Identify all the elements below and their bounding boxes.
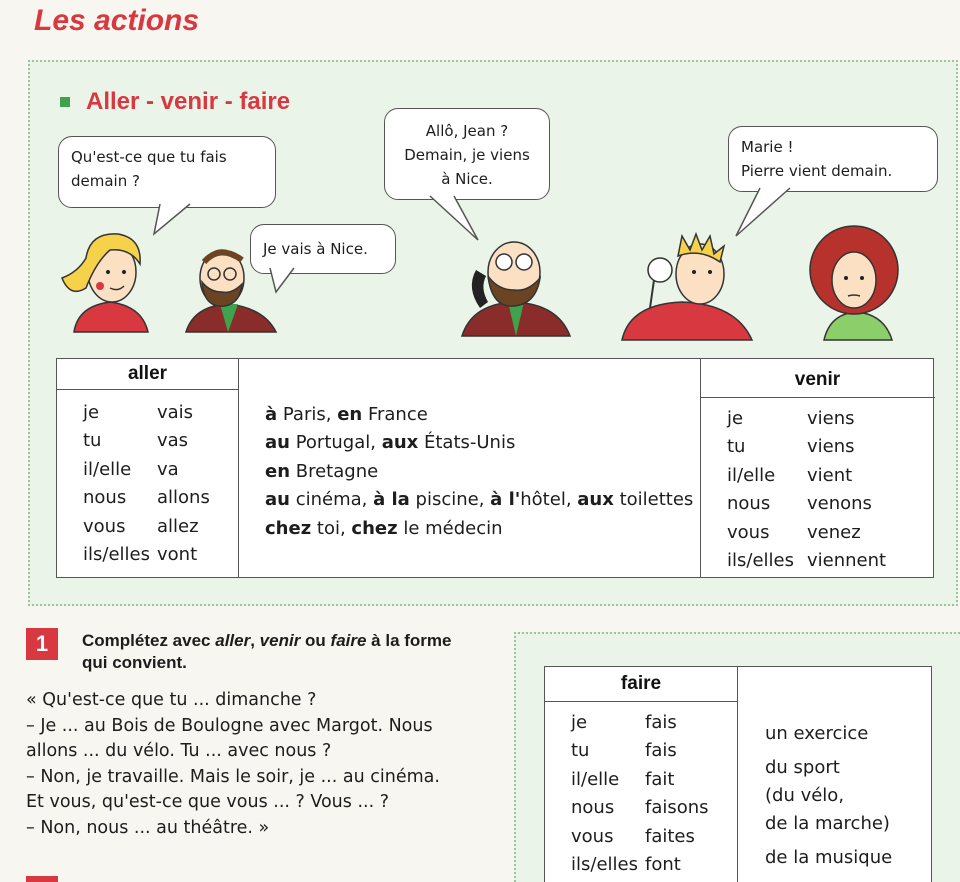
pronoun: tu — [727, 436, 746, 458]
verb-form: allez — [157, 515, 199, 537]
page-title: Les actions — [34, 4, 200, 37]
pronoun: il/elle — [571, 768, 620, 790]
place-text: toi, — [311, 517, 352, 539]
verb-name: venir — [259, 631, 301, 650]
faire-forms — [645, 709, 709, 879]
pronoun: ils/elles — [571, 853, 638, 875]
pronoun: vous — [727, 521, 770, 543]
place-text: toilettes — [613, 489, 694, 511]
pronoun: tu — [83, 430, 102, 452]
instruction-line: qui convient. — [82, 653, 187, 672]
bubble-line: Je vais à Nice. — [263, 240, 368, 258]
bubble-line: Marie ! — [741, 138, 794, 156]
instruction-line — [82, 630, 502, 652]
instruction-text: ou — [300, 631, 331, 650]
preposition: à la — [373, 489, 410, 511]
preposition: à — [265, 404, 278, 425]
verb-form: viens — [807, 436, 855, 458]
blonde-woman-illustration — [60, 228, 160, 332]
conjugation-table-faire — [544, 666, 932, 882]
verb-form: allons — [157, 487, 210, 509]
pronoun: ils/elles — [727, 549, 794, 571]
verb-form: fais — [645, 712, 677, 733]
preposition: à l' — [490, 489, 521, 511]
preposition: au — [265, 489, 290, 511]
next-exercise-marker — [26, 876, 58, 882]
instruction-text: Complétez avec — [82, 631, 216, 650]
bubble-line: demain ? — [71, 172, 140, 190]
dialog-line: « Qu'est-ce que tu ... dimanche ? — [26, 690, 317, 710]
column-divider — [238, 359, 239, 577]
place-text: cinéma, — [289, 489, 374, 511]
bubble-line: à Nice. — [441, 170, 493, 188]
dialog-line: – Non, je travaille. Mais le soir, je ... au cinéma. — [26, 766, 440, 787]
venir-pronouns — [727, 405, 794, 575]
preposition: aux — [381, 432, 419, 454]
speech-bubble-4 — [728, 126, 938, 192]
header-divider — [700, 397, 935, 398]
bubble-line: Pierre vient demain. — [741, 162, 893, 180]
verb-form: fais — [645, 740, 677, 762]
pronoun: il/elle — [83, 458, 132, 480]
complement: un exercice — [765, 723, 869, 744]
section-heading — [60, 88, 290, 116]
destination-line — [265, 401, 693, 429]
preposition: en — [265, 460, 291, 482]
pronoun: ils/elles — [83, 543, 150, 565]
preposition: chez — [351, 517, 398, 539]
preposition: aux — [577, 489, 614, 511]
preposition: au — [265, 432, 290, 454]
bullet-square-icon — [60, 97, 70, 107]
column-divider — [737, 667, 738, 882]
exercise-instruction — [82, 630, 502, 674]
verb-form: venons — [807, 493, 872, 515]
bubble-line: Demain, je viens — [404, 146, 530, 164]
verb-form: vont — [157, 543, 198, 565]
verb-form: faisons — [645, 797, 709, 819]
bubble-line: Qu'est-ce que tu fais — [71, 148, 227, 166]
pronoun: nous — [727, 493, 771, 515]
venir-forms — [807, 405, 886, 575]
bearded-man-illustration — [180, 238, 280, 332]
pronoun: nous — [83, 487, 127, 509]
complement: (du vélo, — [765, 785, 845, 806]
destination-line — [265, 429, 693, 457]
pronoun: vous — [571, 825, 614, 847]
header-divider — [545, 701, 737, 702]
instruction-text: à la forme — [366, 631, 452, 650]
man-on-phone-illustration — [458, 236, 574, 336]
speech-bubble-3 — [384, 108, 550, 200]
dialog-line: allons ... du vélo. Tu ... avec nous ? — [26, 741, 332, 761]
instruction-text: , — [250, 631, 260, 650]
pronoun: nous — [571, 797, 615, 819]
dialog-line: – Non, nous ... au théâtre. » — [26, 817, 270, 838]
verb-form: font — [645, 853, 681, 875]
verb-form: viennent — [807, 549, 887, 571]
aller-header: aller — [127, 363, 168, 384]
destinations-column — [265, 401, 693, 543]
place-text: Portugal, — [289, 432, 382, 454]
place-text: hôtel, — [520, 489, 578, 511]
verb-form: vas — [157, 430, 189, 452]
venir-header: venir — [794, 369, 841, 390]
dialog-line: Et vous, qu'est-ce que vous ... ? Vous ... ? — [26, 792, 389, 812]
exercise-number: 1 — [26, 628, 58, 660]
bubble-line: Allô, Jean ? — [425, 122, 509, 140]
place-text: États-Unis — [418, 432, 516, 454]
pronoun: je — [83, 402, 100, 423]
place-text: le médecin — [397, 517, 503, 539]
destination-line — [265, 458, 693, 486]
preposition: chez — [265, 517, 312, 539]
complement: du sport — [765, 757, 840, 778]
faire-pronouns — [571, 709, 638, 879]
destination-line — [265, 515, 693, 543]
curly-haired-woman-illustration — [798, 222, 910, 340]
place-text: Bretagne — [290, 460, 379, 482]
column-divider — [700, 359, 701, 577]
pronoun: je — [571, 712, 588, 733]
section-title: Aller - venir - faire — [86, 88, 291, 115]
complement: de la musique — [765, 847, 893, 868]
exercise-dialog — [26, 688, 496, 841]
verb-form: va — [157, 458, 179, 480]
complement: de la marche) — [765, 813, 890, 834]
place-text: Paris, — [277, 404, 338, 425]
verb-name: aller — [215, 631, 251, 650]
verb-form: fait — [645, 768, 675, 790]
conjugation-table-aller-venir — [56, 358, 934, 578]
pronoun: je — [727, 408, 744, 429]
header-divider — [57, 389, 238, 390]
faire-header: faire — [620, 673, 662, 694]
verb-form: vais — [157, 402, 194, 423]
verb-form: vient — [807, 464, 853, 486]
place-text: France — [362, 404, 428, 425]
speech-bubble-1 — [58, 136, 276, 208]
aller-pronouns — [83, 399, 150, 569]
preposition: en — [337, 404, 363, 425]
aller-forms — [157, 399, 210, 569]
young-man-with-ice-cream-illustration — [620, 232, 754, 340]
verb-name: faire — [330, 631, 367, 650]
verb-form: faites — [645, 825, 695, 847]
pronoun: il/elle — [727, 464, 776, 486]
pronoun: tu — [571, 740, 590, 762]
dialog-line: – Je ... au Bois de Boulogne avec Margot. Nous — [26, 715, 433, 736]
verb-form: viens — [807, 408, 855, 429]
faire-complements — [765, 719, 892, 871]
pronoun: vous — [83, 515, 126, 537]
destination-line — [265, 486, 693, 514]
verb-form: venez — [807, 521, 861, 543]
place-text: piscine, — [409, 489, 491, 511]
